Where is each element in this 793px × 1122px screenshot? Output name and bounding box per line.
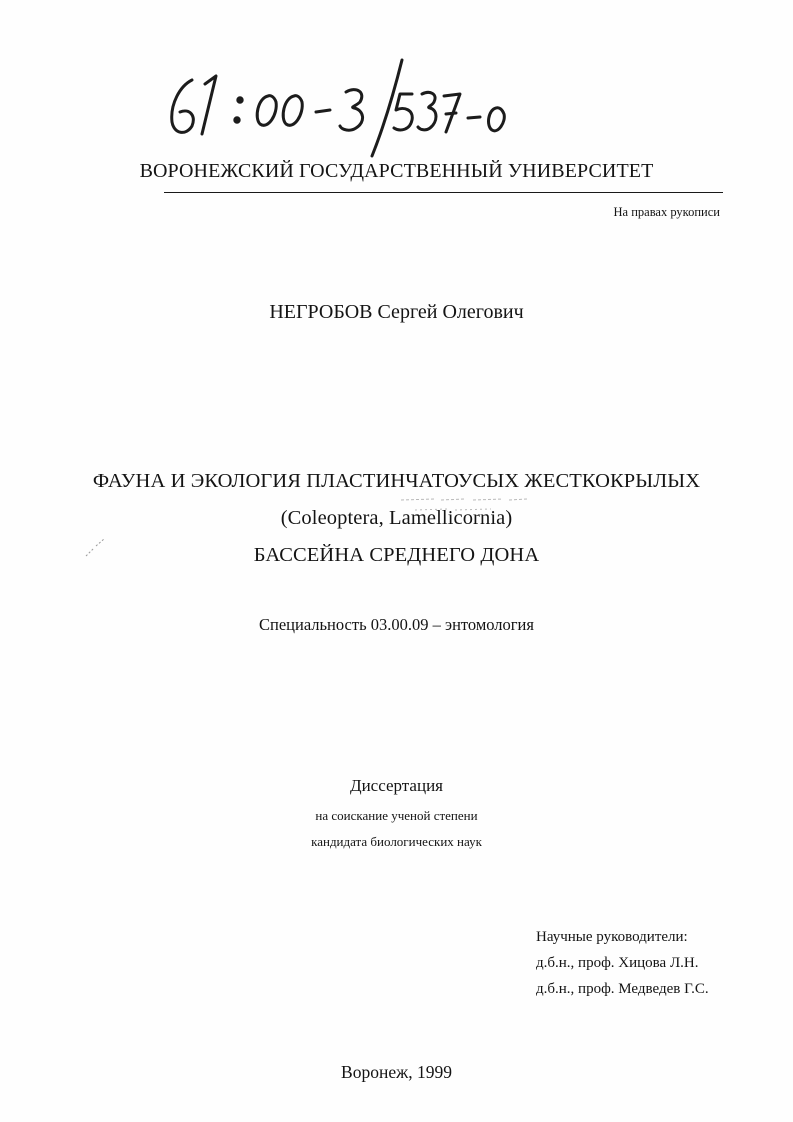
thesis-title-line-3: БАССЕЙНА СРЕДНЕГО ДОНА [253, 544, 540, 566]
advisor-item: д.б.н., проф. Медведев Г.С. [536, 981, 709, 997]
scientific-advisors [536, 924, 709, 1002]
university-name: ВОРОНЕЖСКИЙ ГОСУДАРСТВЕННЫЙ УНИВЕРСИТЕТ [139, 160, 654, 182]
advisors-heading: Научные руководители: [536, 929, 688, 945]
degree-line-2: кандидата биологических наук [311, 834, 482, 849]
city-year: Воронеж, 1999 [341, 1062, 452, 1082]
thesis-title-line-1: ФАУНА И ЭКОЛОГИЯ ПЛАСТИНЧАТОУСЫХ ЖЕСТКОКРЫЛЫХ [92, 470, 701, 492]
header-divider [164, 192, 723, 193]
faint-library-stamp [395, 490, 535, 520]
scan-artifact [84, 536, 108, 558]
handwritten-library-code [150, 52, 510, 162]
document-type: Диссертация [349, 776, 443, 795]
degree-line-1: на соискание ученой степени [315, 808, 478, 823]
rights-note: На правах рукописи [613, 205, 720, 219]
specialty: Специальность 03.00.09 – энтомология [259, 615, 534, 634]
advisor-item: д.б.н., проф. Хицова Л.Н. [536, 955, 699, 971]
thesis-title-line-2: (Coleoptera, Lamellicornia) [280, 507, 513, 529]
author-name: НЕГРОБОВ Сергей Олегович [269, 301, 524, 323]
